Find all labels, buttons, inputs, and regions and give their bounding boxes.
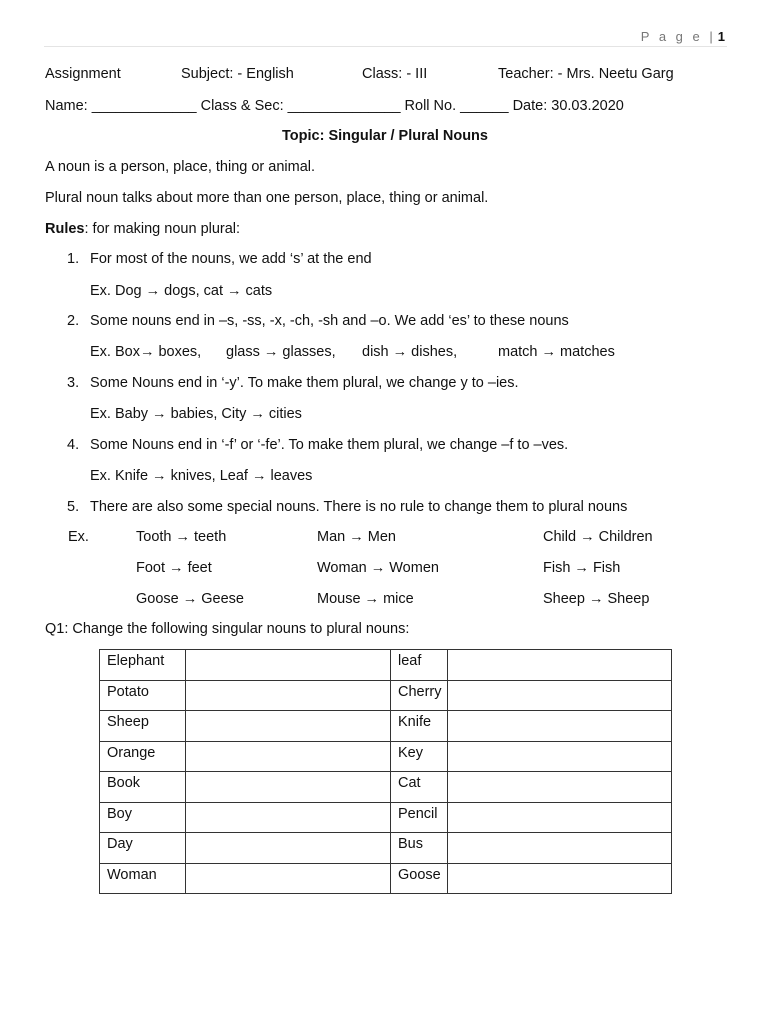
special-noun: Goose → Geese xyxy=(136,591,244,607)
special-ex-label: Ex. xyxy=(68,529,89,545)
rule-example: Ex. Baby → babies, City → cities xyxy=(90,406,302,422)
special-noun: Child → Children xyxy=(543,529,653,545)
class-label: Class: - III xyxy=(362,66,428,82)
exercise-table xyxy=(99,649,672,894)
topic-title: Topic: Singular / Plural Nouns xyxy=(282,128,488,144)
answer-cell[interactable] xyxy=(448,833,672,864)
special-noun: Foot → feet xyxy=(136,560,212,576)
table-row xyxy=(100,741,672,772)
rule-example: Ex. Dog → dogs, cat → cats xyxy=(90,283,273,299)
answer-cell[interactable] xyxy=(448,802,672,833)
subject-label: Subject: - English xyxy=(181,66,294,82)
rule-number: 2. xyxy=(67,313,80,329)
rule-number: 4. xyxy=(67,437,80,453)
answer-cell[interactable] xyxy=(186,802,391,833)
answer-cell[interactable] xyxy=(448,680,672,711)
singular-noun-cell: Bus xyxy=(391,833,448,864)
answer-cell[interactable] xyxy=(448,741,672,772)
answer-cell[interactable] xyxy=(186,711,391,742)
singular-noun-cell: Book xyxy=(100,772,186,803)
name-line: Name: _____________ Class & Sec: ______________ Roll No. ______ Date: 30.03.2020 xyxy=(45,98,624,114)
singular-noun-cell: Cherry xyxy=(391,680,448,711)
rule-example: Ex. Knife → knives, Leaf → leaves xyxy=(90,468,313,484)
answer-cell[interactable] xyxy=(186,680,391,711)
rule-text: Some nouns end in –s, -ss, -x, -ch, -sh and –o. We add ‘es’ to these nouns xyxy=(90,313,569,329)
singular-noun-cell: Woman xyxy=(100,863,186,894)
intro-line-2: Plural noun talks about more than one person, place, thing or animal. xyxy=(45,190,489,206)
teacher-label: Teacher: - Mrs. Neetu Garg xyxy=(498,66,674,82)
singular-noun-cell: Goose xyxy=(391,863,448,894)
answer-cell[interactable] xyxy=(186,833,391,864)
singular-noun-cell: Potato xyxy=(100,680,186,711)
intro-line-1: A noun is a person, place, thing or animal. xyxy=(45,159,316,175)
assignment-label: Assignment xyxy=(45,66,121,82)
header-rule xyxy=(44,46,727,47)
table-row xyxy=(100,680,672,711)
singular-noun-cell: Day xyxy=(100,833,186,864)
answer-cell[interactable] xyxy=(448,772,672,803)
special-noun: Fish → Fish xyxy=(543,560,621,576)
rule-text: For most of the nouns, we add ‘s’ at the end xyxy=(90,251,372,267)
singular-noun-cell: Pencil xyxy=(391,802,448,833)
singular-noun-cell: Orange xyxy=(100,741,186,772)
singular-noun-cell: Sheep xyxy=(100,711,186,742)
table-row xyxy=(100,863,672,894)
page-number: P a g e | 1 xyxy=(640,29,725,44)
table-row xyxy=(100,802,672,833)
answer-cell[interactable] xyxy=(448,711,672,742)
rule-number: 1. xyxy=(67,251,80,267)
rule-text: Some Nouns end in ‘-f’ or ‘-fe’. To make them plural, we change –f to –ves. xyxy=(90,437,569,453)
singular-noun-cell: leaf xyxy=(391,650,448,681)
answer-cell[interactable] xyxy=(448,650,672,681)
rule-example: dish → dishes, xyxy=(362,344,458,360)
question-text: Q1: Change the following singular nouns to plural nouns: xyxy=(45,621,410,637)
answer-cell[interactable] xyxy=(448,863,672,894)
singular-noun-cell: Elephant xyxy=(100,650,186,681)
rule-text: Some Nouns end in ‘-y’. To make them plural, we change y to –ies. xyxy=(90,375,519,391)
table-row xyxy=(100,711,672,742)
rule-example: match → matches xyxy=(498,344,615,360)
special-noun: Tooth → teeth xyxy=(136,529,227,545)
special-noun: Man → Men xyxy=(317,529,396,545)
rule-example: Ex. Box→ boxes, xyxy=(90,344,202,360)
table-row xyxy=(100,772,672,803)
special-noun: Sheep → Sheep xyxy=(543,591,650,607)
table-row xyxy=(100,650,672,681)
special-noun: Mouse → mice xyxy=(317,591,414,607)
singular-noun-cell: Cat xyxy=(391,772,448,803)
answer-cell[interactable] xyxy=(186,863,391,894)
rule-number: 3. xyxy=(67,375,80,391)
answer-cell[interactable] xyxy=(186,772,391,803)
table-row xyxy=(100,833,672,864)
rule-number: 5. xyxy=(67,499,80,515)
singular-noun-cell: Boy xyxy=(100,802,186,833)
singular-noun-cell: Knife xyxy=(391,711,448,742)
answer-cell[interactable] xyxy=(186,741,391,772)
rule-example: glass → glasses, xyxy=(226,344,336,360)
rules-heading: Rules: for making noun plural: xyxy=(45,221,241,237)
special-noun: Woman → Women xyxy=(317,560,439,576)
answer-cell[interactable] xyxy=(186,650,391,681)
rule-text: There are also some special nouns. There is no rule to change them to plural nouns xyxy=(90,499,628,515)
singular-noun-cell: Key xyxy=(391,741,448,772)
